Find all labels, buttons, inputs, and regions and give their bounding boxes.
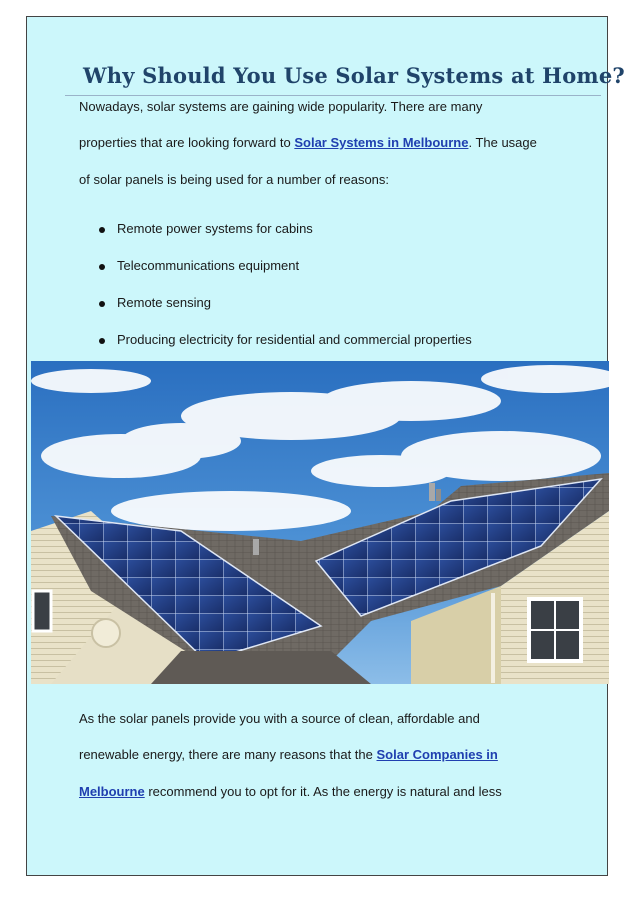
bullet-icon <box>99 301 105 307</box>
solar-houses-photo <box>31 361 609 684</box>
closing-line-2 <box>79 747 498 762</box>
intro-line-2 <box>79 135 537 150</box>
closing-text: renewable energy, there are many reasons that the <box>79 747 377 762</box>
document-title: Why Should You Use Solar Systems at Home? <box>83 63 625 88</box>
intro-line-1: Nowadays, solar systems are gaining wide popularity. There are many <box>79 99 483 114</box>
list-item-label: Telecommunications equipment <box>117 258 300 273</box>
bullet-icon <box>99 227 105 233</box>
bullet-icon <box>99 264 105 270</box>
list-item-label: Producing electricity for residential and commercial properties <box>117 332 472 347</box>
document-page <box>26 16 625 876</box>
title-underline <box>65 95 601 96</box>
closing-line-3 <box>79 784 502 799</box>
list-item-label: Remote sensing <box>117 295 211 310</box>
intro-line-3: of solar panels is being used for a number of reasons: <box>79 172 390 187</box>
list-item-label: Remote power systems for cabins <box>117 221 313 236</box>
solar-houses-illustration <box>31 361 609 684</box>
solar-companies-melbourne-link-continued[interactable]: Melbourne <box>79 784 145 799</box>
intro-text: properties that are looking forward to <box>79 135 295 150</box>
bullet-icon <box>99 338 105 344</box>
solar-companies-melbourne-link[interactable]: Solar Companies in <box>376 747 498 762</box>
solar-systems-melbourne-link[interactable]: Solar Systems in Melbourne <box>294 135 469 150</box>
closing-line-1: As the solar panels provide you with a source of clean, affordable and <box>79 711 480 726</box>
closing-text-after-link: recommend you to opt for it. As the energy is natural and less <box>144 784 502 799</box>
intro-text-after-link: . The usage <box>468 135 537 150</box>
